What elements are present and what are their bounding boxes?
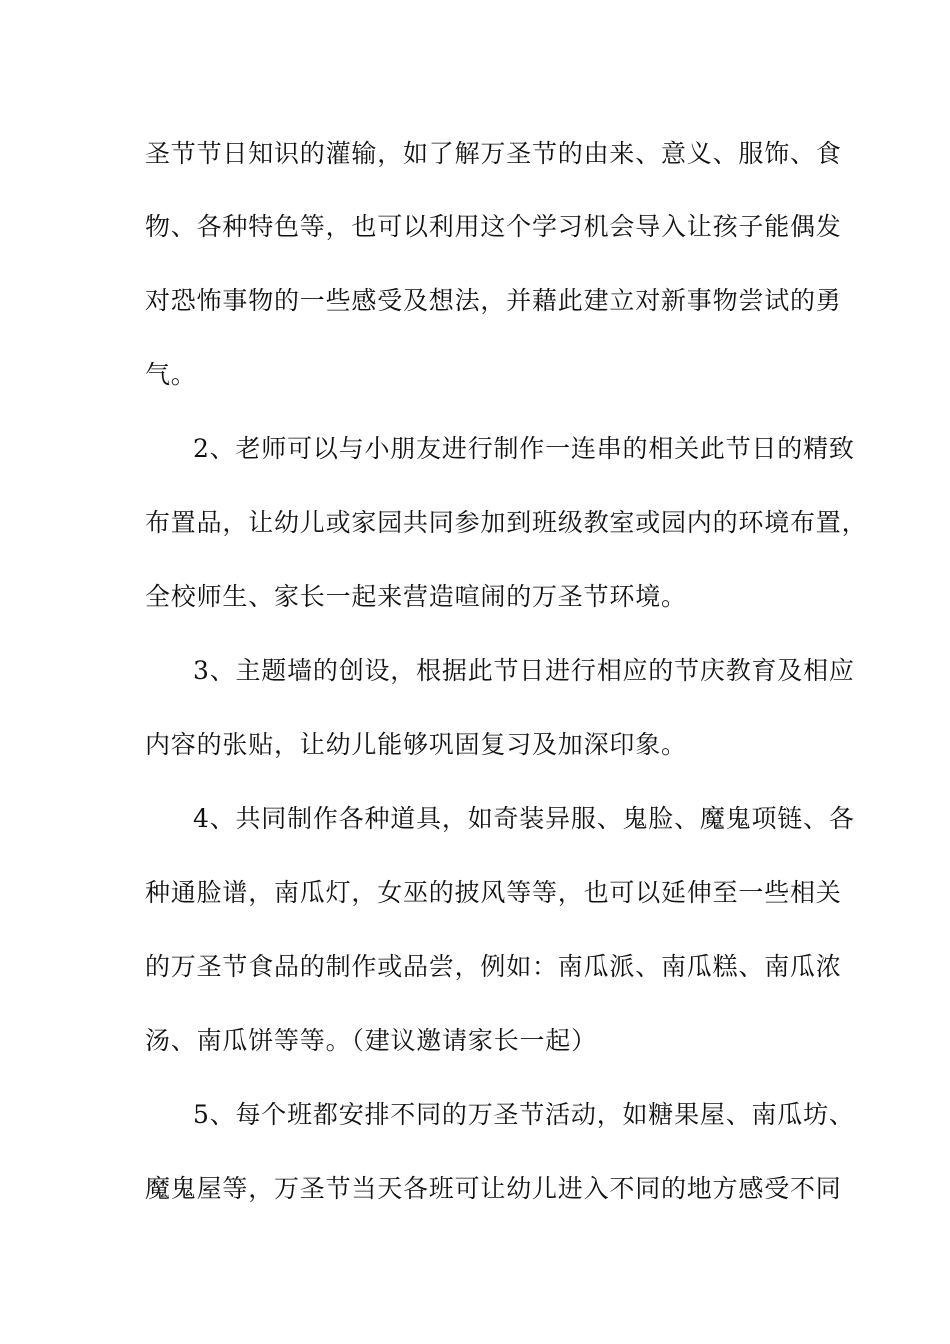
text-line: 的万圣节食品的制作或品尝，例如：南瓜派、南瓜糕、南瓜浓	[145, 952, 842, 981]
text-line: 布置品，让幼儿或家园共同参加到班级教室或园内的环境布置，	[145, 508, 868, 537]
text-line: 2、老师可以与小朋友进行制作一连串的相关此节日的精致	[193, 434, 855, 463]
text-line: 4、共同制作各种道具，如奇装异服、鬼脸、魔鬼项链、各	[193, 804, 855, 833]
text-line: 气。	[145, 360, 197, 389]
text-line: 对恐怖事物的一些感受及想法，并藉此建立对新事物尝试的勇	[145, 286, 842, 315]
text-line: 魔鬼屋等，万圣节当天各班可让幼儿进入不同的地方感受不同	[145, 1174, 842, 1203]
text-line: 物、各种特色等，也可以利用这个学习机会导入让孩子能偶发	[145, 212, 842, 241]
text-line: 内容的张贴，让幼儿能够巩固复习及加深印象。	[145, 730, 687, 759]
text-line: 5、每个班都安排不同的万圣节活动，如糖果屋、南瓜坊、	[193, 1100, 855, 1129]
text-line: 全校师生、家长一起来营造喧闹的万圣节环境。	[145, 582, 687, 611]
text-line: 汤、南瓜饼等等。（建议邀请家长一起）	[145, 1026, 597, 1055]
text-line: 3、主题墙的创设，根据此节日进行相应的节庆教育及相应	[193, 656, 855, 685]
text-line: 种通脸谱，南瓜灯，女巫的披风等等，也可以延伸至一些相关	[145, 878, 842, 907]
text-line: 圣节节日知识的灌输，如了解万圣节的由来、意义、服饰、食	[145, 139, 842, 168]
